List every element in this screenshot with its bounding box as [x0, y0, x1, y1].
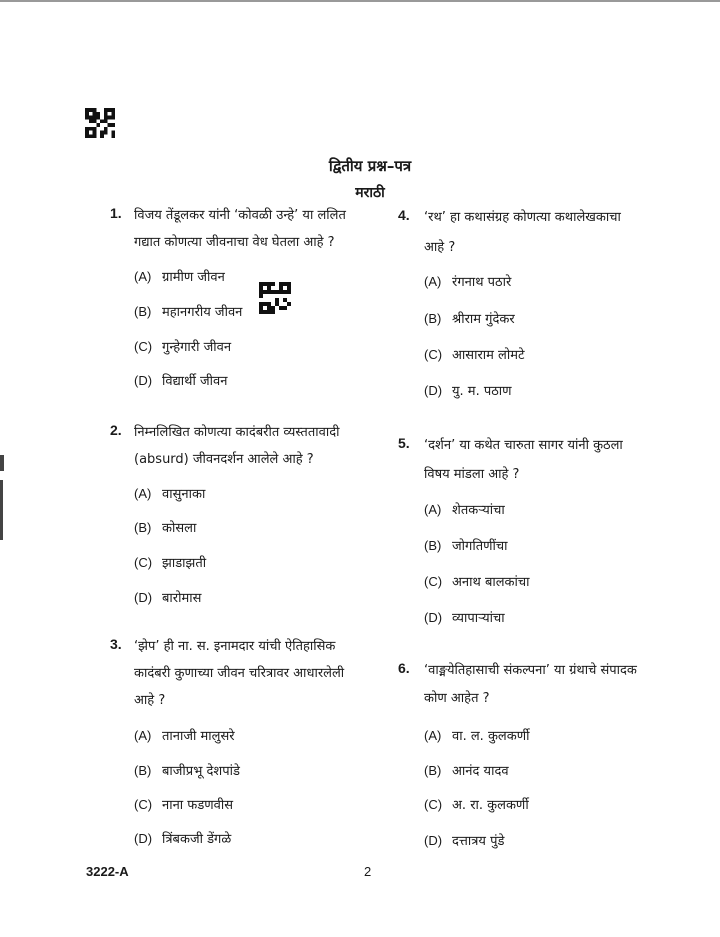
booklet-code: 3222-A	[86, 864, 129, 879]
qr-code-icon	[258, 282, 292, 314]
option-c[interactable]: (C) अनाथ बालकांचा	[424, 574, 530, 590]
option-b[interactable]: (B) श्रीराम गुंदेकर	[424, 311, 515, 327]
question-number: 5.	[398, 435, 410, 451]
option-a[interactable]: (A) तानाजी मालुसरे	[134, 728, 235, 744]
question-text: ‘रथ’ हा कथासंग्रह कोणत्या कथालेखकाचा	[424, 210, 621, 225]
option-d[interactable]: (D) विद्यार्थी जीवन	[134, 373, 228, 389]
option-a[interactable]: (A) वा. ल. कुलकर्णी	[424, 728, 530, 744]
option-a[interactable]: (A) ग्रामीण जीवन	[134, 269, 225, 285]
question-number: 2.	[110, 422, 122, 438]
question-text: ‘वाङ्मयेतिहासाची संकल्पना’ या ग्रंथाचे संपादक	[424, 663, 637, 678]
question-number: 1.	[110, 205, 122, 221]
option-d[interactable]: (D) दत्तात्रय पुंडे	[424, 833, 505, 849]
question-text: विजय तेंडूलकर यांनी ‘कोवळी उन्हे’ या ललित	[134, 208, 346, 223]
question-text: कादंबरी कुणाच्या जीवन चरित्रावर आधारलेली	[134, 666, 345, 681]
question-text: (absurd) जीवनदर्शन आलेले आहे ?	[134, 452, 314, 467]
option-c[interactable]: (C) नाना फडणवीस	[134, 797, 234, 813]
question-number: 6.	[398, 660, 410, 676]
option-b[interactable]: (B) कोसला	[134, 520, 197, 536]
option-b[interactable]: (B) महानगरीय जीवन	[134, 304, 243, 320]
option-c[interactable]: (C) अ. रा. कुलकर्णी	[424, 797, 529, 813]
question-text: आहे ?	[134, 693, 166, 708]
question-text: ‘झेप’ ही ना. स. इनामदार यांची ऐतिहासिक	[134, 639, 336, 654]
question-text: कोण आहेत ?	[424, 691, 490, 706]
option-d[interactable]: (D) बारोमास	[134, 590, 202, 606]
option-a[interactable]: (A) रंगनाथ पठारे	[424, 274, 512, 290]
edge-mark	[0, 480, 3, 540]
option-b[interactable]: (B) बाजीप्रभू देशपांडे	[134, 763, 240, 779]
page-number: 2	[364, 864, 372, 879]
option-d[interactable]: (D) व्यापाऱ्यांचा	[424, 610, 505, 626]
paper-title: द्वितीय प्रश्न–पत्र	[328, 157, 412, 175]
option-c[interactable]: (C) आसाराम लोमटे	[424, 347, 525, 363]
question-text: आहे ?	[424, 240, 456, 255]
option-a[interactable]: (A) वासुनाका	[134, 486, 206, 502]
question-text: ‘दर्शन’ या कथेत चारुता सागर यांनी कुठला	[424, 438, 623, 453]
question-text: विषय मांडला आहे ?	[424, 467, 520, 482]
option-a[interactable]: (A) शेतकऱ्यांचा	[424, 502, 505, 518]
question-text: गद्यात कोणत्या जीवनाचा वेध घेतला आहे ?	[134, 235, 335, 250]
top-border	[0, 0, 720, 2]
option-c[interactable]: (C) गुन्हेगारी जीवन	[134, 339, 232, 355]
option-b[interactable]: (B) जोगतिणींचा	[424, 538, 508, 554]
qr-code-icon	[84, 108, 116, 138]
option-b[interactable]: (B) आनंद यादव	[424, 763, 509, 779]
question-number: 4.	[398, 207, 410, 223]
option-c[interactable]: (C) झाडाझती	[134, 555, 207, 571]
question-text: निम्नलिखित कोणत्या कादंबरीत व्यस्ततावादी	[134, 425, 340, 440]
option-d[interactable]: (D) यु. म. पठाण	[424, 383, 512, 399]
option-d[interactable]: (D) त्रिंबकजी डेंगळे	[134, 831, 232, 847]
edge-mark	[0, 455, 4, 471]
question-number: 3.	[110, 636, 122, 652]
subject-title: मराठी	[355, 185, 385, 201]
